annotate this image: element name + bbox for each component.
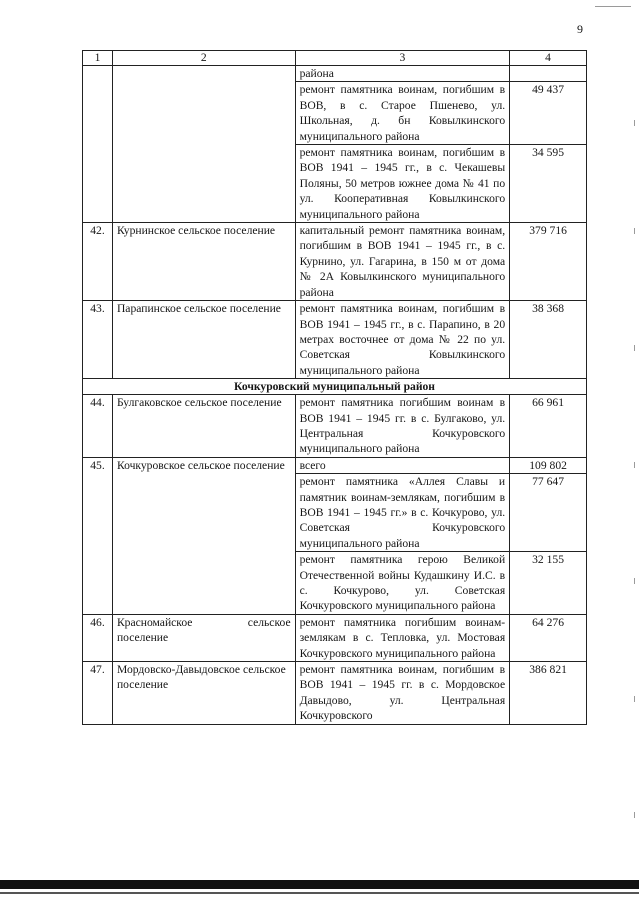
column-header: 1	[83, 51, 113, 66]
work-description: района	[295, 66, 510, 82]
scan-mark	[595, 6, 631, 7]
funding-table	[82, 50, 587, 725]
work-description: ремонт памятника погибшим воинам в ВОВ 1941 – 1945 гг. в с. Булгаково, ул. Центральная Кочкуровского муниципального района	[295, 395, 510, 458]
row-number: 44.	[83, 395, 113, 458]
scan-mark	[634, 345, 635, 351]
amount: 66 961	[510, 395, 587, 458]
table-row	[83, 662, 587, 725]
work-description: ремонт памятника погибшим воинам-землякам в с. Тепловка, ул. Мостовая Кочкуровского муниципального района	[295, 614, 510, 661]
scan-mark	[634, 228, 635, 234]
work-description: ремонт памятника воинам, погибшим в ВОВ, в с. Старое Пшенево, ул. Школьная, д. бн Ковылкинского муниципального района	[295, 82, 510, 145]
amount: 386 821	[510, 662, 587, 725]
scan-mark	[634, 812, 635, 818]
settlement-name: Булгаковское сельское поселение	[112, 395, 295, 458]
row-number: 47.	[83, 662, 113, 725]
table-row	[83, 457, 587, 473]
scan-mark	[634, 696, 635, 702]
amount: 77 647	[510, 474, 587, 552]
settlement-name: Курнинское сельское поселение	[112, 223, 295, 301]
amount	[510, 66, 587, 82]
scan-mark	[634, 578, 635, 584]
work-description: капитальный ремонт памятника воинам, погибшим в ВОВ 1941 – 1945 гг., в с. Курнино, ул. Гагарина, в 150 м от дома № 2А Ковылкинского муниципального района	[295, 223, 510, 301]
settlement-name: Кочкуровское сельское поселение	[112, 457, 295, 614]
work-description: ремонт памятника «Аллея Славы и памятник воинам-землякам, погибшим в ВОВ 1941 – 1945 гг.» в с. Кочкурово, ул. Советская Кочкуровского муниципального района	[295, 474, 510, 552]
settlement-name: Мордовско-Давыдовское сельское поселение	[112, 662, 295, 725]
row-number: 42.	[83, 223, 113, 301]
table-row	[83, 301, 587, 379]
table-row	[83, 614, 587, 661]
table-header-row	[83, 51, 587, 66]
table-row	[83, 223, 587, 301]
settlement-name: Парапинское сельское поселение	[112, 301, 295, 379]
work-description: ремонт памятника герою Великой Отечественной войны Кудашкину И.С. в с. Кочкурово, ул. Советская Кочкуровского муниципального района	[295, 552, 510, 615]
amount: 109 802	[510, 457, 587, 473]
section-row	[83, 379, 587, 395]
scan-border	[0, 880, 639, 889]
amount: 32 155	[510, 552, 587, 615]
scan-mark	[634, 462, 635, 468]
work-description: всего	[295, 457, 510, 473]
row-number: 43.	[83, 301, 113, 379]
amount: 49 437	[510, 82, 587, 145]
settlement-name	[112, 66, 295, 223]
section-title: Кочкуровский муниципальный район	[83, 379, 587, 395]
work-description: ремонт памятника воинам, погибшим в ВОВ 1941 – 1945 гг., в с. Парапино, в 20 метрах восточнее от дома № 22 по ул. Советская Ковылкинского муниципального района	[295, 301, 510, 379]
work-description: ремонт памятника воинам, погибшим в ВОВ 1941 – 1945 гг. в с. Мордовское Давыдово, ул. Центральная Кочкуровского	[295, 662, 510, 725]
amount: 379 716	[510, 223, 587, 301]
scan-border	[0, 892, 639, 894]
amount: 64 276	[510, 614, 587, 661]
work-description: ремонт памятника воинам, погибшим в ВОВ 1941 – 1945 гг., в с. Чекашевы Поляны, 50 метров южнее дома № 41 по ул. Кооперативная Ковылкинского муниципального района	[295, 145, 510, 223]
settlement-name: Красномайское сельское поселение	[112, 614, 295, 661]
scan-mark	[634, 120, 635, 126]
column-header: 2	[112, 51, 295, 66]
row-number: 45.	[83, 457, 113, 614]
amount: 38 368	[510, 301, 587, 379]
amount: 34 595	[510, 145, 587, 223]
column-header: 3	[295, 51, 510, 66]
row-number: 46.	[83, 614, 113, 661]
table-row	[83, 66, 587, 82]
column-header: 4	[510, 51, 587, 66]
row-number	[83, 66, 113, 223]
page-number: 9	[577, 22, 583, 36]
table-row	[83, 395, 587, 458]
